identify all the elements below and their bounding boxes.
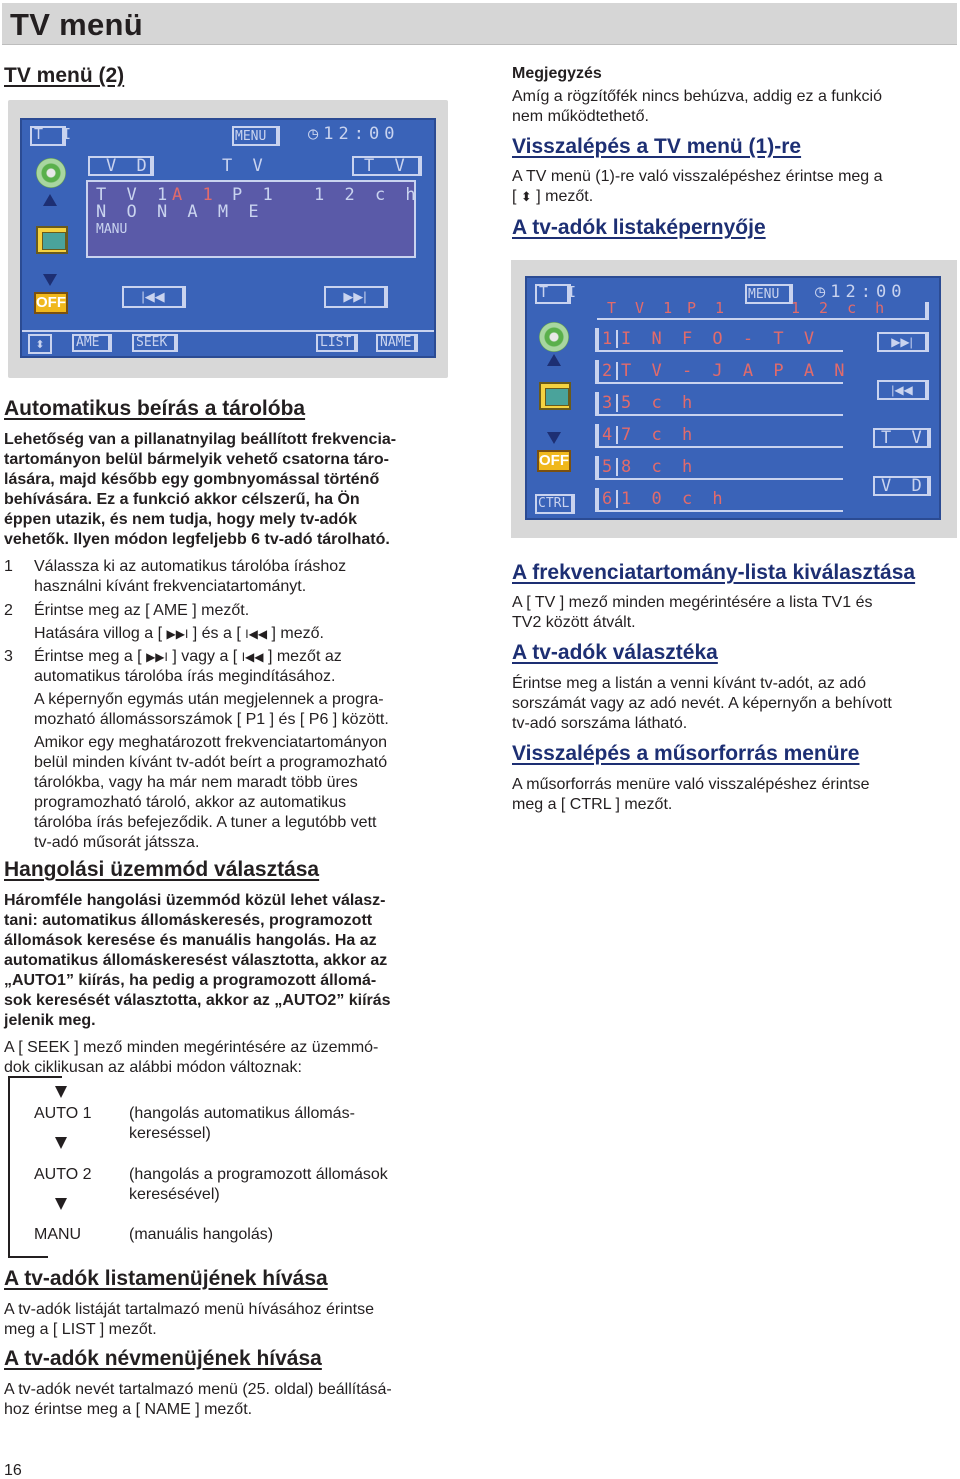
down-arrow-icon [55,1137,67,1149]
source-title: T V [222,156,268,176]
band-indicator: T I [539,283,582,301]
down-arrow-icon[interactable] [43,274,57,286]
band-readout: T V 1 [607,299,678,317]
skip-forward-icon: ▶▶| [891,335,913,349]
down-arrow-icon [55,1198,67,1210]
clock-readout: 12:00 [323,124,400,144]
list-menu-text: A tv-adók listáját tartalmazó menü hívásához érintse meg a [ LIST ] mezőt. [4,1301,374,1338]
menu-label: MENU [235,129,267,144]
step-text: Válassza ki az automatikus tárolóba íráshoz használni kívánt frekvenciatartományt. [34,558,347,595]
lcd-display [525,276,941,520]
tv-label: T V [364,156,410,176]
band-list-text: A [ TV ] mező minden megérintésére a lista TV1 és TV2 között átvált. [512,594,873,631]
list-item[interactable]: 1 I N F O - T V [595,328,843,352]
cycle-desc: (hangolás a programozott állomások keresésével) [129,1166,388,1203]
list-item[interactable]: 5 8 c h [595,456,843,480]
list-item[interactable]: 3 5 c h [595,392,843,416]
list-item[interactable]: 2 T V - J A P A N [595,360,843,384]
tv-list-screen [511,260,957,538]
next-track-button[interactable] [324,286,388,308]
skip-back-icon: |◀◀ [141,289,165,304]
station-select-text: Érintse meg a listán a venni kívánt tv-adót, az adó sorszámát vagy az adó nevét. A képernyőn a behívott tv-adó sorszáma látható. [512,675,892,732]
section-title-back-to-source: Visszalépés a műsorforrás menüre [512,742,860,765]
name-menu-text: A tv-adók nevét tartalmazó menü (25. oldal) beállításá- hoz érintse meg a [ NAME ] mezőt. [4,1381,392,1418]
up-arrow-icon[interactable] [43,194,57,206]
section-title-auto-store: Automatikus beírás a tárolóba [4,397,306,420]
step-note: Amikor egy meghatározott frekvenciatartományon belül minden kívánt tv-adót beírt a programozható tárolókba, vagy ha már nem maradt több üres programozható tároló, akkor az automatikus tárolóba írás befejeződik. A tuner a legutóbb vett tv-adó műsorát játssza. [34,734,388,851]
cycle-desc: (hangolás automatikus állomás- kereséssel) [129,1105,355,1142]
tv-label: T V [881,428,927,448]
section-title-band-list: A frekvenciatartomány-lista kiválasztása [512,561,916,584]
cycle-mode: MANU [34,1226,82,1243]
prev-track-button[interactable] [877,380,929,400]
skip-back-icon: I◀◀ [241,650,264,664]
cycle-return-line [8,1076,10,1258]
list-item[interactable]: 6 1 0 c h [595,488,843,512]
tv-icon[interactable] [539,382,571,410]
menu-label: MENU [748,287,780,302]
note-title: Megjegyzés [512,65,602,82]
off-button[interactable]: OFF [537,450,571,472]
scroll-toggle-button[interactable] [28,334,52,354]
next-track-button[interactable] [877,332,929,352]
tuner-info-panel [86,180,421,258]
name-label: NAME [380,335,412,350]
vd-label: V D [881,476,927,496]
page-header [2,3,957,45]
tv-icon[interactable] [36,226,68,254]
down-arrow-icon [55,1086,67,1098]
prev-track-button[interactable] [122,286,186,308]
note-text: Amíg a rögzítőfék nincs behúzva, addig ez a funkció nem működtethető. [512,88,882,125]
up-down-icon: ⬍ [35,338,45,351]
step-number: 2 [4,602,13,619]
tuning-mode-label: MANU [96,222,128,237]
preset-readout: P 1 [687,299,730,317]
down-arrow-icon[interactable] [547,432,561,444]
skip-forward-icon: ▶▶I [146,650,168,664]
clock-icon: ◷ [815,282,831,302]
step-number: 1 [4,558,13,575]
skip-forward-icon: ▶▶| [343,289,367,304]
off-button[interactable]: OFF [34,292,68,314]
section-title-tv-menu-2: TV menü (2) [4,64,125,87]
back-to-menu-1-text: A TV menü (1)-re való visszalépéshez érintse meg a [ ⬍ ] mezőt. [512,168,883,205]
tv-menu-screen [8,100,448,378]
up-arrow-icon[interactable] [547,354,561,366]
step-number: 3 [4,648,13,665]
section-title-name-menu: A tv-adók névmenüjének hívása [4,1347,322,1370]
page-title: TV menü [10,7,144,42]
clock-icon: ◷ [308,124,324,144]
step-text: automatikus tárolóba írás megindításához. [34,668,336,685]
cycle-mode: AUTO 1 [34,1105,92,1122]
channel-readout: 1 2 c h [314,185,421,205]
disc-icon[interactable] [36,158,66,188]
channel-readout: 1 2 c h [791,299,890,317]
ctrl-label: CTRL [538,496,570,511]
list-item[interactable]: 4 7 c h [595,424,843,448]
up-down-icon: ⬍ [520,189,532,204]
step-note: A képernyőn egymás után megjelennek a progra- mozható állomássorszámok [ P1 ] és [ P6 ] között. [34,691,389,728]
clock-readout: 12:00 [830,282,907,302]
page-number: 16 [4,1462,22,1479]
skip-back-icon: I◀◀ [245,627,268,641]
skip-forward-icon: ▶▶I [166,627,189,641]
lcd-display [20,118,436,358]
section-title-tuning-mode: Hangolási üzemmód választása [4,858,320,881]
band-readout: T V 1 [96,185,173,205]
step-text: Érintse meg az [ AME ] mezőt. [34,602,250,619]
cycle-mode: AUTO 2 [34,1166,92,1183]
list-label: LIST [320,335,352,350]
section-title-list-screen: A tv-adók listaképernyője [512,216,766,239]
cycle-desc: (manuális hangolás) [129,1226,274,1243]
section-title-station-select: A tv-adók választéka [512,641,718,664]
section-title-list-menu: A tv-adók listamenüjének hívása [4,1267,328,1290]
ame-label: AME [76,335,100,350]
section-title-back-to-menu-1: Visszalépés a TV menü (1)-re [512,135,802,158]
tuning-mode-readout: A 1 [172,185,218,205]
tuning-intro: Háromféle hangolási üzemmód közül lehet válasz- tani: automatikus állomáskeresés, programozott állomások keresése és manuális hangolás. Ha az automatikus állomáskeresést választotta, akkor az „AUTO1” kiírás, ha pedig a programozott állomá- sok keresését választotta, akkor az „AUTO2” kiírás jelenik meg. [4,892,391,1029]
auto-store-intro: Lehetőség van a pillanatnyilag beállított frekvencia- tartományon belül bármelyik vehető csatorna táro- lására, majd később egy gombnyomással történő behívására. Ez a funkció akkor célszerű, ha Ön éppen utazik, és nem tudja, hogy mely tv-adók vehetők. Ilyen módon legfeljebb 6 tv-adó tárolható. [4,431,397,548]
skip-back-icon: |◀◀ [891,383,913,397]
seek-label: SEEK [136,335,168,350]
seek-description: A [ SEEK ] mező minden megérintésére az üzemmó- dok ciklikusan az alábbi módon változnak: [4,1039,379,1076]
band-indicator: T I [34,125,77,143]
back-to-source-text: A műsorforrás menüre való visszalépéshez érintse meg a [ CTRL ] mezőt. [512,776,870,813]
step-text: Érintse meg a [ ▶▶I ] vagy a [ I◀◀ ] mezőt az [34,648,342,665]
vd-label: V D [106,156,152,176]
disc-icon[interactable] [539,322,569,352]
step-text: Hatására villog a [ ▶▶I ] és a [ I◀◀ ] mező. [34,625,324,642]
station-name-readout: N O N A M E [96,202,264,222]
preset-readout: P 1 [232,185,278,205]
